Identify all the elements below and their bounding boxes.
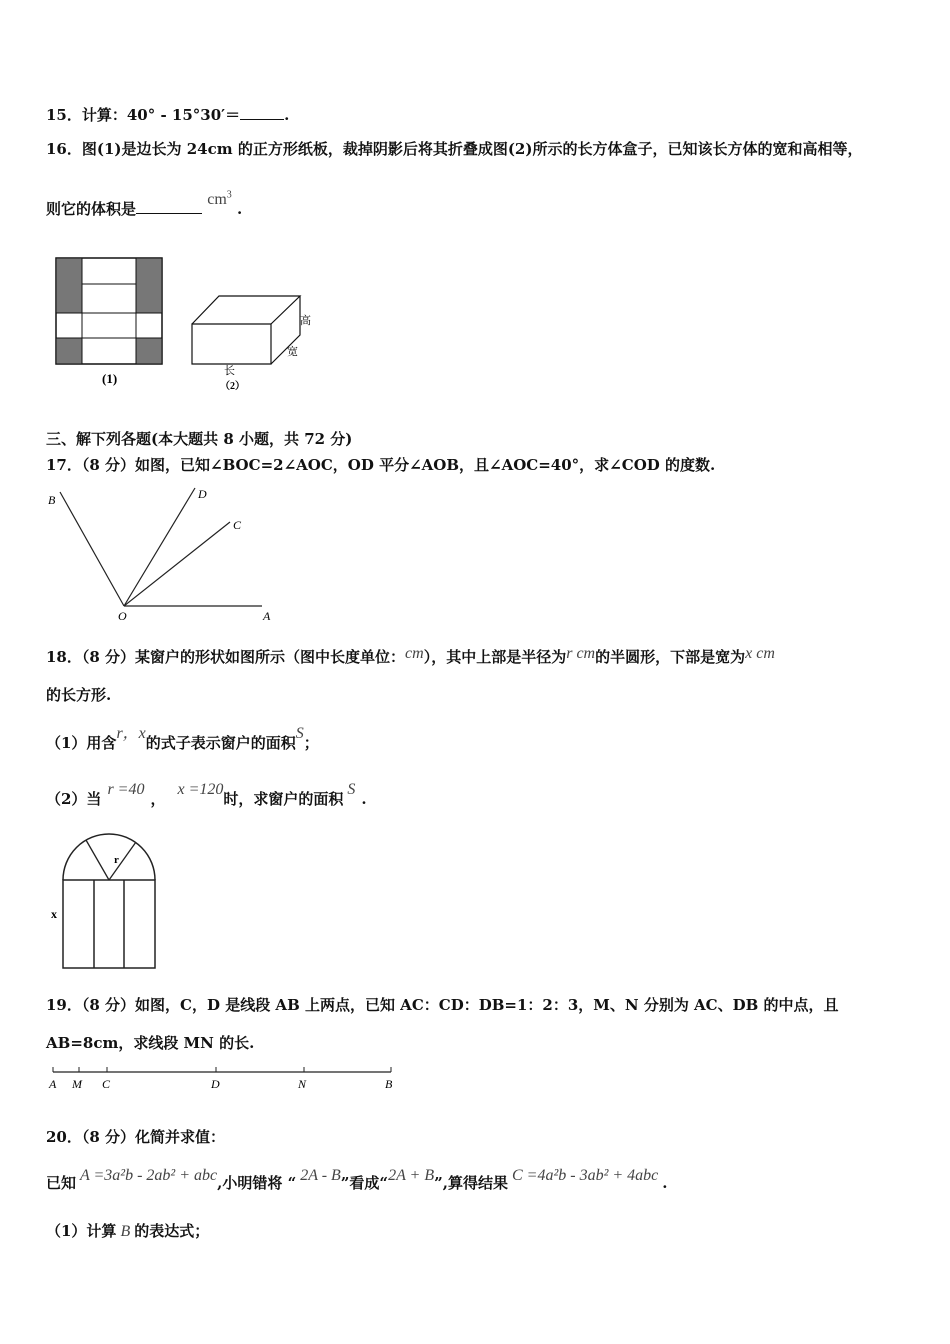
fig1-square [56,258,162,364]
question-16-line1: 16．图(1)是边长为 24cm 的正方形纸板，裁掉阴影后将其折叠成图(2)所示的长方体盒子，已知该长方体的宽和高相等， [46,140,863,158]
fig2-box [192,296,300,364]
question-16-line2: 则它的体积是 $cm^3$ . [46,189,243,218]
question-15: 15．计算：40° - 15°30′＝ . [46,106,290,124]
fig-label-r: r [114,854,119,866]
question-20-given: 已知 A =3a²b - 2ab² + abc,小明错将 “ 2A - B”看成“2A + B”,算得结果 C =4a²b - 3ab² + 4abc . [46,1167,668,1192]
q17-angle-figure [40,482,290,627]
fig1-caption: (1) [102,371,118,386]
label-C: C [233,518,242,532]
q19-segment-figure [44,1062,404,1094]
seg-label-D: D [211,1077,220,1091]
unit-cm: $cm^3$ [207,189,232,208]
section-3-title: 三、解下列各题(本大题共 8 小题，共 72 分) [46,430,353,448]
label-height: 高 [300,315,311,327]
q18-window-figure [46,830,166,975]
label-length: 长 [224,365,235,377]
label-O: O [118,609,127,623]
fig-label-x: x [51,907,57,921]
answer-blank[interactable] [240,119,284,120]
seg-label-N: N [298,1077,307,1091]
question-18-part2: （2）当r =40，x =120时，求窗户的面积S. [46,781,367,808]
label-width: 宽 [287,346,298,358]
question-18-part1: （1）用含r，x的式子表示窗户的面积S； [46,725,319,752]
answer-blank[interactable] [136,213,202,214]
seg-label-M: M [72,1077,82,1091]
question-20-part1: （1）计算 B 的表达式； [46,1222,210,1240]
q16-figures [50,252,330,392]
question-18-line2: 的长方形. [46,686,112,704]
question-19-line1: 19．（8 分）如图，C，D 是线段 AB 上两点，已知 AC：CD：DB=1：2：3，M、N 分别为 AC、DB 的中点，且 [46,996,839,1014]
question-18-line1: 18．（8 分）某窗户的形状如图所示（图中长度单位：cm），其中上部是半径为r cm的半圆形，下部是宽为x cm [46,645,775,666]
label-D: D [198,487,207,501]
seg-label-A: A [49,1077,57,1091]
question-19-line2: AB=8cm，求线段 MN 的长. [46,1034,255,1052]
label-B: B [48,493,56,507]
seg-label-B: B [385,1077,393,1091]
question-17: 17．（8 分）如图，已知∠BOC=2∠AOC，OD 平分∠AOB，且∠AOC=40°，求∠COD 的度数. [46,456,716,474]
label-A: A [263,609,271,623]
q15-text: 15．计算：40° - 15°30′＝ [46,106,241,124]
fig2-caption: （2） [220,381,245,392]
seg-label-C: C [102,1077,111,1091]
question-20-title: 20．（8 分）化简并求值： [46,1128,226,1146]
